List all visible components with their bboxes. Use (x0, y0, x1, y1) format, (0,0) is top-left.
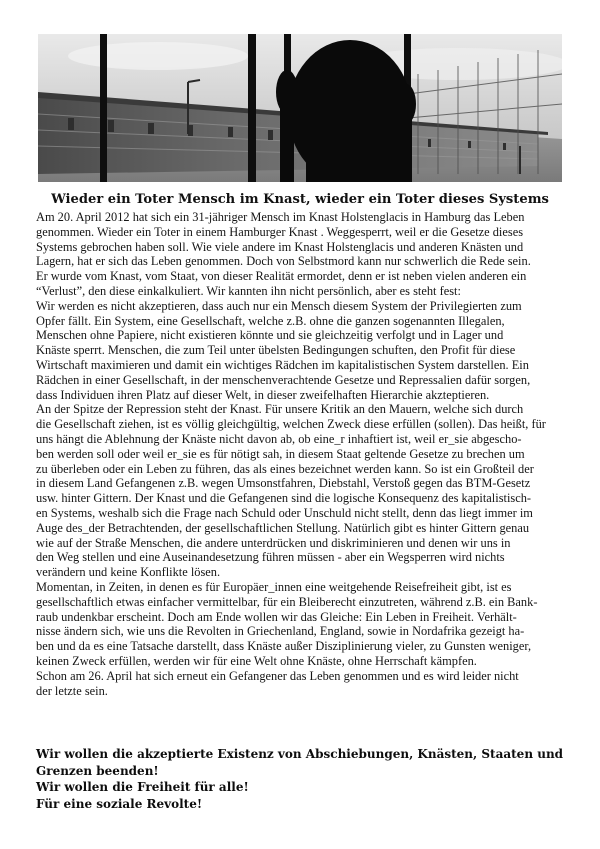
body-line: Systems gebrochen haben soll. Wie viele andere im Knast Holstenglacis und anderen Knästen und (36, 239, 524, 254)
body-line: Rädchen in einer Gesellschaft, in der menschenverachtende Gesetze und Repressalien dafür sorgen, (36, 372, 531, 387)
header-photo-prison-silhouette (38, 34, 562, 182)
body-line: den Weg stellen und eine Auseinandesetzung führen müssen - aber ein Wegsperren wird nichts (36, 550, 505, 565)
article-headline: Wieder ein Toter Mensch im Knast, wieder ein Toter dieses Systems (51, 192, 549, 207)
body-line: An der Spitze der Repression steht der Knast. Für unsere Kritik an den Mauern, welche sich durch (36, 402, 524, 417)
body-line: ben und da es eine Tatsache darstellt, dass Knäste außer Disziplinierung vieler, zu Gunsten weniger, (36, 639, 532, 654)
body-line: Auge des_der Betrachtenden, der gesellschaftlichen Stellung. Natürlich gibt es hinter Gittern genau (36, 520, 530, 535)
body-line: verändern und keine Konflikte lösen. (36, 565, 221, 580)
closing-line: Wir wollen die akzeptierte Existenz von Abschiebungen, Knästen, Staaten und (36, 747, 564, 761)
body-line: zu überleben oder ein Leben zu führen, das als eines bezeichnet werden kann. So ist ein Großteil der (36, 461, 534, 476)
body-line: “Verlust”, den diese einkalkuliert. Wir kannten ihn nicht persönlich, aber es steht fest: (36, 283, 461, 298)
body-line: en Systems, weshalb sich die Frage nach Schuld oder Unschuld nicht stellt, denn das liegt immer im (36, 505, 533, 520)
body-line: usw. hinter Gittern. Der Knast und die Gefangenen sind die logische Konsequenz des kapitalistisch- (36, 491, 532, 506)
body-line: dass Individuen ihren Platz auf dieser Welt, in dieser zweifelhaften Hierarchie akzteptieren. (36, 387, 490, 402)
closing-line: Für eine soziale Revolte! (36, 796, 203, 811)
body-line: genommen. Wieder ein Toter in einem Hamburger Knast . Weggesperrt, weil er die Gesetze dieses (36, 224, 524, 239)
closing-line: Grenzen beenden! (36, 763, 159, 778)
body-line: Momentan, in Zeiten, in denen es für Europäer_innen eine weitgehende Reisefreiheit gibt, ist es (36, 579, 512, 594)
body-line: raub undenkbar erscheint. Doch am Ende wollen wir das Gleiche: Ein Leben in Freiheit. Verhält- (36, 609, 517, 624)
body-line: keinen Zweck erfüllen, werden wir für eine Welt ohne Knäste, ohne Herrschaft kämpfen. (36, 653, 477, 668)
article-body (36, 210, 564, 698)
body-line: der letzte sein. (36, 683, 108, 698)
body-line: wie auf der Straße Menschen, die andere unterdrücken und diskriminieren und denen wir uns in (36, 535, 511, 550)
closing-line: Wir wollen die Freiheit für alle! (36, 780, 249, 795)
body-line: in diesem Land Gefangenen z.B. wegen Umsonstfahren, Diebstahl, Verstoß gegen das BTM-Gesetz (36, 476, 531, 491)
body-line: uns hängt die Ablehnung der Knäste nicht davon ab, ob eine_r inhaftiert ist, weil er_sie abgescho- (36, 431, 522, 446)
body-line: Er wurde vom Knast, vom Staat, von dieser Realität ermordet, denn er ist neben vielen anderen ein (36, 269, 527, 284)
body-line: Knäste sperrt. Menschen, die zum Teil unter übelsten Bedingungen schuften, den Profit für diese (36, 343, 516, 358)
body-line: ben werden soll oder weil er_sie es für nötigt sah, in diesem Staat geltende Gesetze zu brechen um (36, 446, 525, 461)
body-line: gesellschaftlich etwas einfacher vermittelbar, für ein Bleiberecht einzutreten, während z.B. ein Bank- (36, 594, 538, 609)
body-line: Opfer fällt. Ein System, eine Gesellschaft, welche z.B. ohne die ganzen sogenannten Illegalen, (36, 313, 505, 328)
body-line: Lagern, hat er sich das Leben genommen. Doch von Selbstmord kann nur schwerlich die Rede sein. (36, 254, 531, 269)
body-line: Schon am 26. April hat sich erneut ein Gefangener das Leben genommen und es wird leider nicht (36, 668, 519, 683)
body-line: Menschen ohne Papiere, nicht existieren könnte und sie gleichzeitig verfolgt und in Lager und (36, 328, 504, 343)
closing-statement (36, 746, 564, 812)
body-line: Wir werden es nicht akzeptieren, dass auch nur ein Mensch diesem System der Privilegierten zum (36, 298, 522, 313)
body-line: die Gesellschaft ziehen, ist es völlig gleichgültig, welchen Zweck diese erfüllen (sollen). Das heißt, für (36, 417, 546, 432)
body-line: Am 20. April 2012 hat sich ein 31-jähriger Mensch im Knast Holstenglacis in Hamburg das Leben (36, 210, 525, 224)
body-line: nisse ändern sich, wie uns die Revolten in Griechenland, England, sowie in Nordafrika gezeigt ha- (36, 624, 525, 639)
body-line: Wirtschaft maximieren und damit ein wichtiges Rädchen im kapitalistischen System darstellen. Ein (36, 357, 529, 372)
prison-scene-illustration (38, 34, 562, 182)
